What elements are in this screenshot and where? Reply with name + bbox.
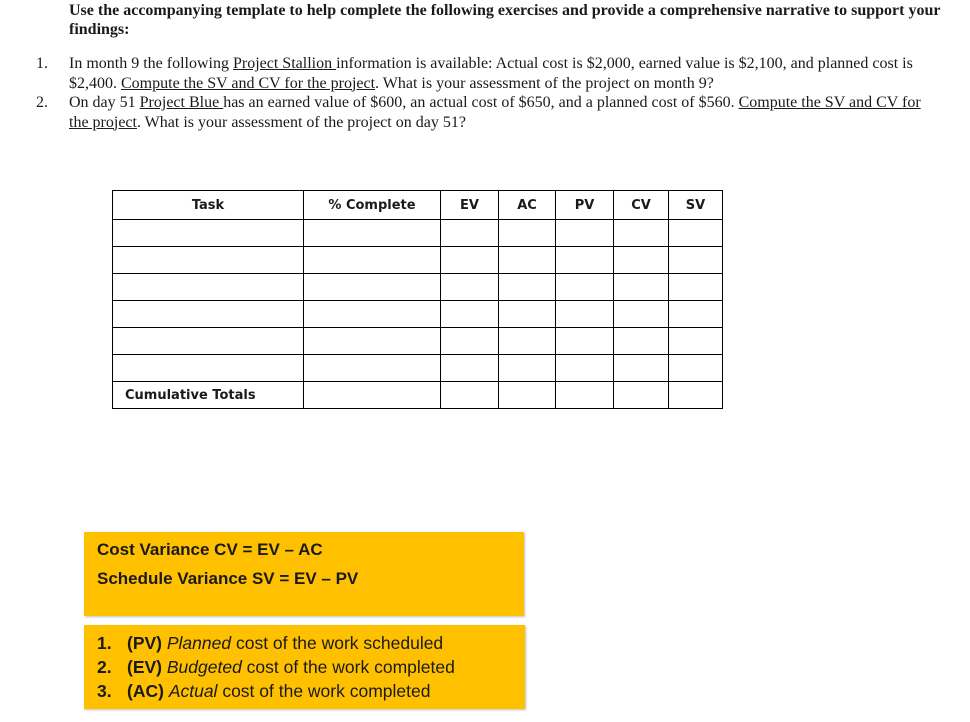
table-cell[interactable] xyxy=(556,328,614,355)
table-row xyxy=(113,328,723,355)
table-cell[interactable] xyxy=(499,247,556,274)
table-cell[interactable] xyxy=(556,247,614,274)
table-cell[interactable] xyxy=(556,220,614,247)
table-cell[interactable] xyxy=(304,328,441,355)
exercise-text: information is available: Actual cost is $2,000, earned value is $2,100, and planned cost is $2,400. xyxy=(69,55,913,92)
formula-box xyxy=(84,532,524,616)
definition-item xyxy=(97,655,455,679)
exercise-list xyxy=(36,54,936,132)
exercise-task: Compute the SV and CV for the project xyxy=(69,94,921,131)
instructions-heading: Use the accompanying template to help complete the following exercises and provide a comprehensive narrative to support your findings: xyxy=(69,2,941,38)
table-cell[interactable] xyxy=(499,301,556,328)
table-cell[interactable] xyxy=(614,355,669,382)
definition-abbr: (AC) xyxy=(127,681,164,701)
table-cell[interactable] xyxy=(304,247,441,274)
table-cell[interactable] xyxy=(113,355,304,382)
definition-abbr: (EV) xyxy=(127,657,162,677)
definition-item xyxy=(97,631,455,655)
table-cell[interactable] xyxy=(113,301,304,328)
definitions-list xyxy=(97,631,455,703)
exercise-item xyxy=(36,54,936,93)
definitions-box xyxy=(84,625,525,709)
definition-text: cost of the work scheduled xyxy=(231,633,444,653)
table-cell[interactable] xyxy=(113,220,304,247)
table-cell[interactable] xyxy=(113,274,304,301)
column-header-task: Task xyxy=(113,191,304,220)
table-cell[interactable] xyxy=(304,355,441,382)
totals-row xyxy=(113,382,723,409)
exercise-text: . What is your assessment of the project on month 9? xyxy=(375,74,714,92)
table-cell[interactable] xyxy=(669,355,723,382)
exercise-task: Compute the SV and CV for the project xyxy=(121,74,376,92)
table-cell[interactable] xyxy=(669,247,723,274)
definition-emphasis: Budgeted xyxy=(166,657,242,677)
table-cell[interactable] xyxy=(304,220,441,247)
table-cell[interactable] xyxy=(669,274,723,301)
exercise-text: On day 51 xyxy=(69,94,140,111)
table-cell[interactable] xyxy=(441,220,499,247)
project-name: Project Stallion xyxy=(232,55,337,72)
table-row xyxy=(113,355,723,382)
exercise-text: In month 9 the following xyxy=(69,55,233,72)
definition-abbr: (PV) xyxy=(127,633,162,653)
cumulative-totals-label: Cumulative Totals xyxy=(113,382,304,409)
table-cell[interactable] xyxy=(113,328,304,355)
table-cell[interactable] xyxy=(304,382,441,409)
exercise-number: 1. xyxy=(36,55,48,72)
table-cell[interactable] xyxy=(499,220,556,247)
table-cell[interactable] xyxy=(614,328,669,355)
exercise-text: has an earned value of $600, an actual cost of $650, and a planned cost of $560. xyxy=(223,94,739,111)
table-cell[interactable] xyxy=(499,382,556,409)
table-cell[interactable] xyxy=(669,220,723,247)
definition-number: 3. xyxy=(97,681,112,701)
table-cell[interactable] xyxy=(556,274,614,301)
definition-number: 2. xyxy=(97,657,112,677)
definition-item xyxy=(97,679,455,703)
table-row xyxy=(113,274,723,301)
table-cell[interactable] xyxy=(556,355,614,382)
evm-template-table xyxy=(112,190,723,409)
table-cell[interactable] xyxy=(441,382,499,409)
table-cell[interactable] xyxy=(614,382,669,409)
column-header-percent-complete: % Complete xyxy=(304,191,441,220)
definition-emphasis: Planned xyxy=(166,633,232,653)
column-header-ac: AC xyxy=(499,191,556,220)
table-cell[interactable] xyxy=(614,220,669,247)
table-row xyxy=(113,301,723,328)
table-cell[interactable] xyxy=(669,382,723,409)
exercise-number: 2. xyxy=(36,94,48,111)
definition-emphasis: Actual xyxy=(168,681,218,701)
column-header-pv: PV xyxy=(556,191,614,220)
table-cell[interactable] xyxy=(556,382,614,409)
table-cell[interactable] xyxy=(499,328,556,355)
schedule-variance-formula: Schedule Variance SV = EV – PV xyxy=(97,569,359,588)
table-cell[interactable] xyxy=(499,355,556,382)
table-cell[interactable] xyxy=(304,274,441,301)
table-cell[interactable] xyxy=(441,247,499,274)
definition-text: cost of the work completed xyxy=(217,681,431,701)
table-cell[interactable] xyxy=(556,301,614,328)
definition-text: cost of the work completed xyxy=(241,657,455,677)
table-cell[interactable] xyxy=(441,328,499,355)
cost-variance-formula: Cost Variance CV = EV – AC xyxy=(97,540,323,559)
table-row xyxy=(113,247,723,274)
table-cell[interactable] xyxy=(441,355,499,382)
table-cell[interactable] xyxy=(304,301,441,328)
exercise-item xyxy=(36,93,936,132)
table-cell[interactable] xyxy=(614,301,669,328)
table-cell[interactable] xyxy=(614,274,669,301)
exercise-text: . What is your assessment of the project on day 51? xyxy=(136,113,466,131)
table-cell[interactable] xyxy=(669,328,723,355)
column-header-ev: EV xyxy=(441,191,499,220)
column-header-cv: CV xyxy=(614,191,669,220)
table-cell[interactable] xyxy=(113,247,304,274)
definition-number: 1. xyxy=(97,633,112,653)
table-cell[interactable] xyxy=(499,274,556,301)
column-header-sv: SV xyxy=(669,191,723,220)
table-cell[interactable] xyxy=(441,274,499,301)
table-cell[interactable] xyxy=(614,247,669,274)
project-name: Project Blue xyxy=(139,94,224,111)
table-cell[interactable] xyxy=(669,301,723,328)
table-cell[interactable] xyxy=(441,301,499,328)
table-header-row xyxy=(113,191,723,220)
table-row xyxy=(113,220,723,247)
